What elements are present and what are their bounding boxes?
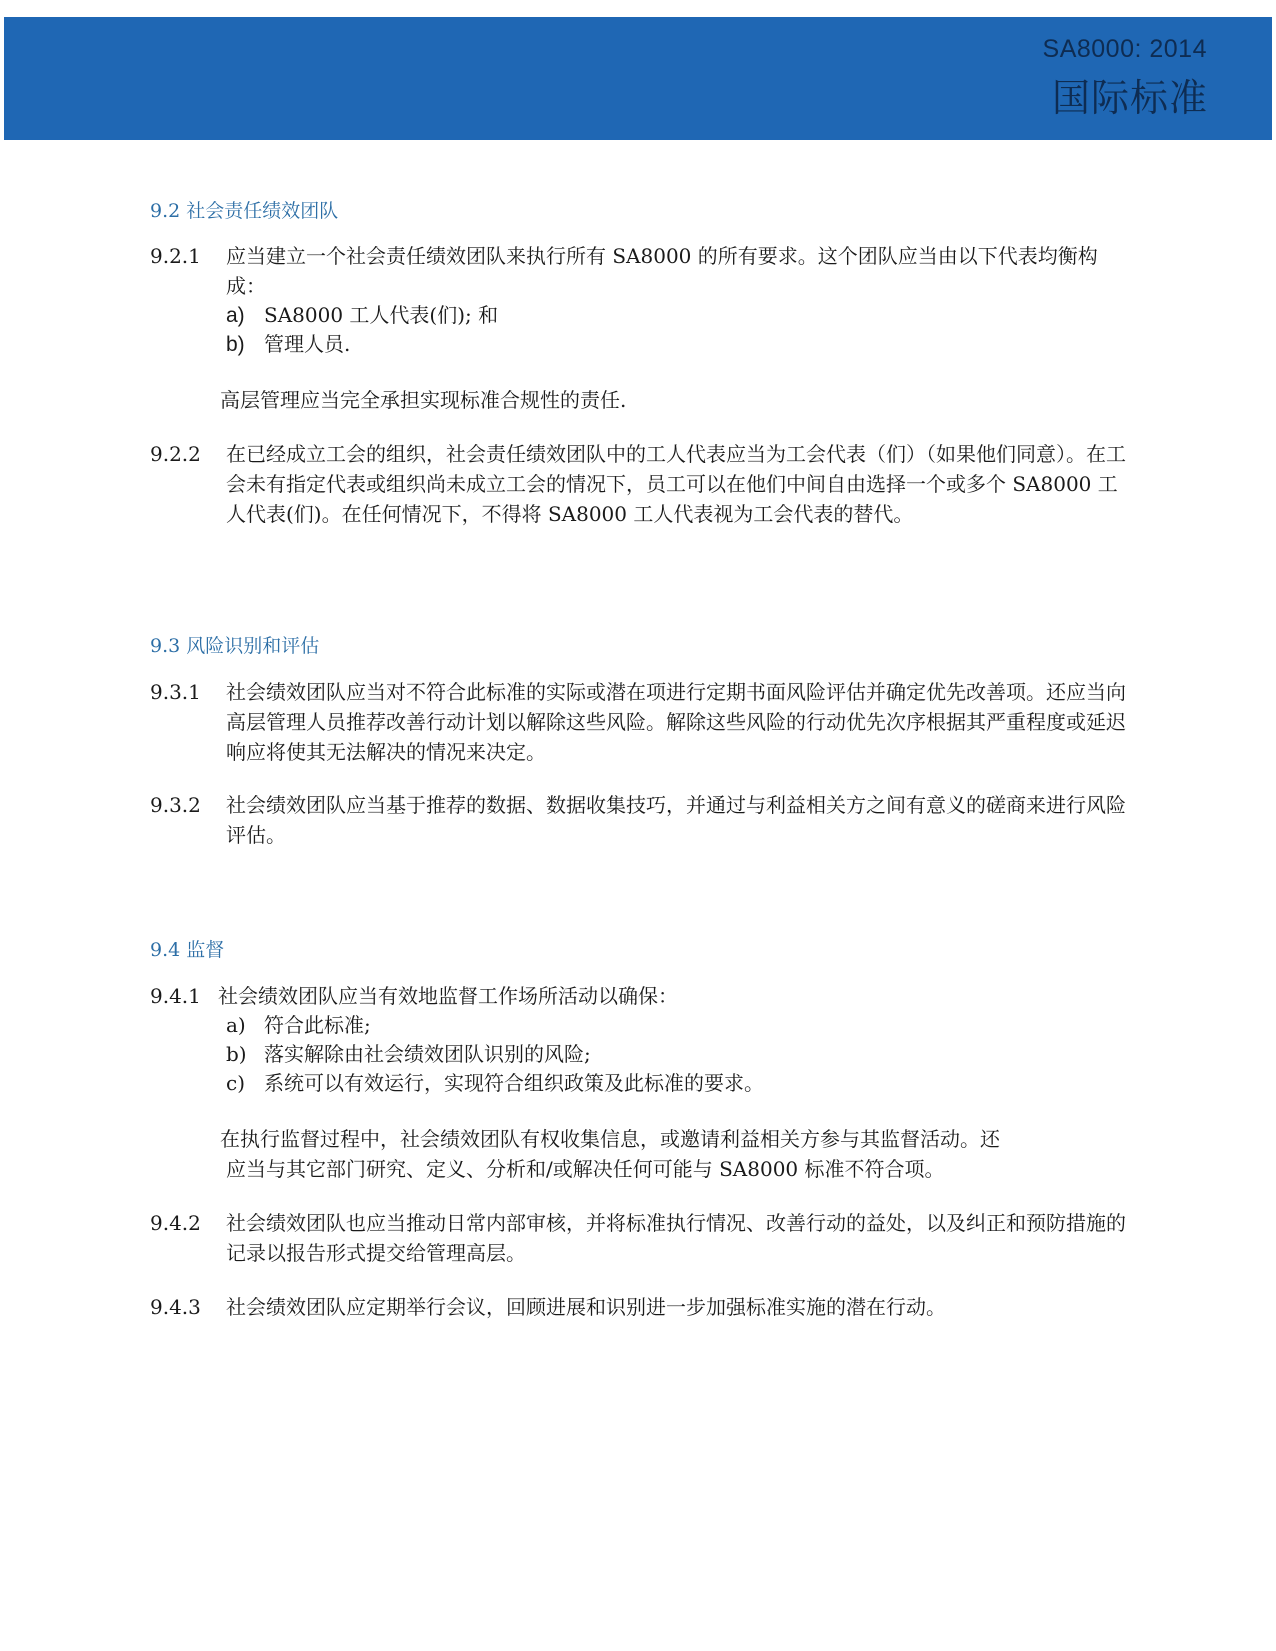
list-marker: c)	[226, 1071, 246, 1095]
list-item	[226, 329, 350, 360]
clause-number: 9.4.2	[150, 1211, 201, 1235]
clause-text: 社会绩效团队应当基于推荐的数据、数据收集技巧，并通过与利益相关方之间有意义的磋商来进行风险评估。	[226, 793, 1126, 847]
clause-9-3-1	[150, 677, 1130, 767]
list-marker: a)	[226, 1013, 246, 1037]
clause-note: 高层管理应当完全承担实现标准合规性的责任.	[220, 388, 627, 412]
section-heading-9-3: 9.3 风险识别和评估	[150, 635, 320, 657]
list-item-text: 落实解除由社会绩效团队识别的风险;	[264, 1042, 591, 1066]
list-item-text: SA8000 工人代表(们); 和	[264, 303, 499, 327]
header-title: 国际标准	[1051, 76, 1208, 120]
clause-text: 社会绩效团队应定期举行会议，回顾进展和识别进一步加强标准实施的潜在行动。	[226, 1295, 946, 1319]
clause-note	[220, 1124, 1125, 1184]
list-item-text: 系统可以有效运行，实现符合组织政策及此标准的要求。	[264, 1071, 764, 1095]
clause-number: 9.2.1	[150, 244, 201, 268]
clause-text: 应当建立一个社会责任绩效团队来执行所有 SA8000 的所有要求。这个团队应当由以下代表均衡构成：	[226, 244, 1098, 298]
note-line: 在执行监督过程中，社会绩效团队有权收集信息，或邀请利益相关方参与其监督活动。还	[220, 1127, 1000, 1151]
list-item	[226, 1010, 371, 1040]
clause-number: 9.4.3	[150, 1295, 201, 1319]
clause-9-4-2	[150, 1208, 1130, 1268]
list-item	[226, 1068, 764, 1098]
clause-text: 社会绩效团队应当对不符合此标准的实际或潜在项进行定期书面风险评估并确定优先改善项。还应当向高层管理人员推荐改善行动计划以解除这些风险。解除这些风险的行动优先次序根据其严重程度或延迟响应将使其无法解决的情况来决定。	[226, 680, 1126, 764]
list-marker: b)	[226, 333, 245, 356]
standard-code: SA8000: 2014	[1042, 35, 1207, 63]
list-item-text: 管理人员.	[264, 332, 351, 356]
clause-text: 在已经成立工会的组织，社会责任绩效团队中的工人代表应当为工会代表（们）（如果他们同意）。在工会未有指定代表或组织尚未成立工会的情况下，员工可以在他们中间自由选择一个或多个 SA8000 工人代表(们)。在任何情况下，不得将 SA8000 工人代表视为工会代表的替代。	[226, 442, 1126, 526]
clause-text: 社会绩效团队应当有效地监督工作场所活动以确保：	[218, 984, 678, 1008]
list-item-text: 符合此标准;	[264, 1013, 371, 1037]
clause-number: 9.4.1	[150, 984, 201, 1008]
page-header-band	[4, 17, 1272, 140]
list-marker: b)	[226, 1042, 247, 1066]
clause-text: 社会绩效团队也应当推动日常内部审核，并将标准执行情况、改善行动的益处，以及纠正和预防措施的记录以报告形式提交给管理高层。	[226, 1211, 1126, 1265]
clause-number: 9.3.2	[150, 793, 201, 817]
clause-9-2-2	[150, 439, 1130, 529]
list-marker: a)	[226, 304, 245, 327]
list-item	[226, 1039, 591, 1069]
clause-number: 9.2.2	[150, 442, 201, 466]
clause-9-4-1	[150, 981, 1130, 1011]
note-line: 应当与其它部门研究、定义、分析和/或解决任何可能与 SA8000 标准不符合项。	[226, 1157, 945, 1181]
clause-9-2-1	[150, 241, 1130, 301]
clause-number: 9.3.1	[150, 680, 201, 704]
section-heading-9-2: 9.2 社会责任绩效团队	[150, 200, 339, 222]
clause-9-3-2	[150, 790, 1130, 850]
section-heading-9-4: 9.4 监督	[150, 939, 225, 961]
clause-9-4-3	[150, 1292, 1130, 1322]
list-item	[226, 300, 498, 331]
